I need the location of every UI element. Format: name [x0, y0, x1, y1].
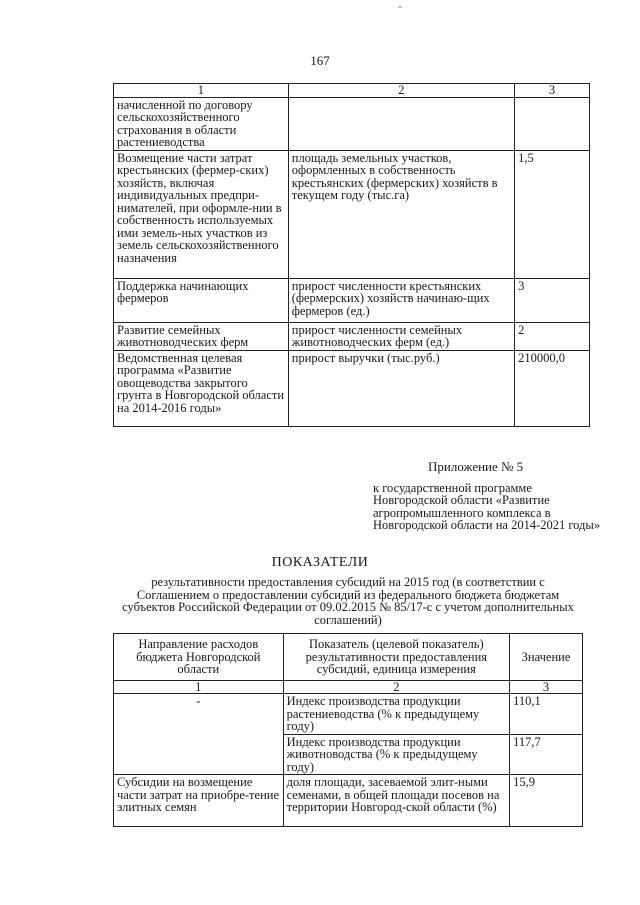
value-cell: 210000,0 [515, 350, 590, 426]
section-title: ПОКАЗАТЕЛИ [271, 555, 369, 570]
indicator-cell: прирост численности семейных животноводческих ферм (ед.) [288, 322, 514, 350]
table-row [114, 322, 590, 350]
direction-cell: Поддержка начинающих фермеров [114, 278, 289, 322]
indicator-cell: Индекс производства продукции растениеводства (% к предыдущему году) [283, 694, 509, 735]
indicator-cell [288, 97, 514, 150]
indicator-cell: прирост численности крестьянских (фермерских) хозяйств начинаю-щих фермеров (ед.) [288, 278, 514, 322]
column-number: 2 [283, 680, 509, 694]
appendix-text: к государственной программе Новгородской области «Развитие агропромышленного комплекса в Новгородской области на 2014-2021 годы» [373, 480, 601, 532]
value-cell: 2 [515, 322, 590, 350]
indicator-cell: прирост выручки (тыс.руб.) [288, 350, 514, 426]
indicators-table-continued [113, 83, 590, 427]
column-header: Показатель (целевой показатель) результативности предоставления субсидий, единица измерения [283, 634, 509, 681]
table-header-row [114, 634, 583, 681]
table-header-row [114, 84, 590, 98]
column-number: 3 [515, 84, 590, 98]
table-row [114, 694, 583, 735]
direction-cell: Возмещение части затрат крестьянских (фермер-ских) хозяйств, включая индивидуальных предпри-нимателей, при оформле-нии в собственность используемых ими земель-ных участков из земель сельскохозяйственного назначения [114, 150, 289, 278]
column-number: 2 [288, 84, 514, 98]
direction-cell: - [114, 694, 284, 775]
table-number-row [114, 680, 583, 694]
top-mark: - [398, 0, 402, 13]
page-number: 167 [310, 53, 330, 68]
indicator-cell: площадь земельных участков, оформленных в собственность крестьянских (фермерских) хозяйств в текущем году (тыс.га) [288, 150, 514, 278]
table-row [114, 150, 590, 278]
direction-cell: начисленной по договору сельскохозяйственного страхования в области растениеводства [114, 97, 289, 150]
value-cell [515, 97, 590, 150]
section-subtitle: результативности предоставления субсидий на 2015 год (в соответствии с Соглашением о предоставлении субсидий из федерального бюджета бюджетам субъектов Российской Федерации от 09.02.2015 № 85/17-с с учетом дополнительных соглашений) [122, 575, 574, 627]
table-row [114, 97, 590, 150]
column-number: 1 [114, 84, 289, 98]
appendix-number: Приложение № 5 [428, 459, 524, 474]
table-row [114, 350, 590, 426]
column-header: Направление расходов бюджета Новгородской области [114, 634, 284, 681]
value-cell: 117,7 [510, 734, 583, 775]
appendix-block [373, 461, 603, 532]
indicator-cell: Индекс производства продукции животноводства (% к предыдущему году) [283, 734, 509, 775]
table-row [114, 278, 590, 322]
table-row [114, 775, 583, 827]
value-cell: 15,9 [510, 775, 583, 827]
indicator-cell: доля площади, засеваемой элит-ными семенами, в общей площади посевов на территории Новгород-ской области (%) [283, 775, 509, 827]
direction-cell: Ведомственная целевая программа «Развитие овощеводства закрытого грунта в Новгородской области на 2014-2016 годы» [114, 350, 289, 426]
value-cell: 3 [515, 278, 590, 322]
column-number: 3 [510, 680, 583, 694]
column-header: Значение [510, 634, 583, 681]
direction-cell: Развитие семейных животноводческих ферм [114, 322, 289, 350]
value-cell: 1,5 [515, 150, 590, 278]
direction-cell: Субсидии на возмещение части затрат на приобре-тение элитных семян [114, 775, 284, 827]
column-number: 1 [114, 680, 284, 694]
indicators-table [113, 633, 583, 827]
value-cell: 110,1 [510, 694, 583, 735]
